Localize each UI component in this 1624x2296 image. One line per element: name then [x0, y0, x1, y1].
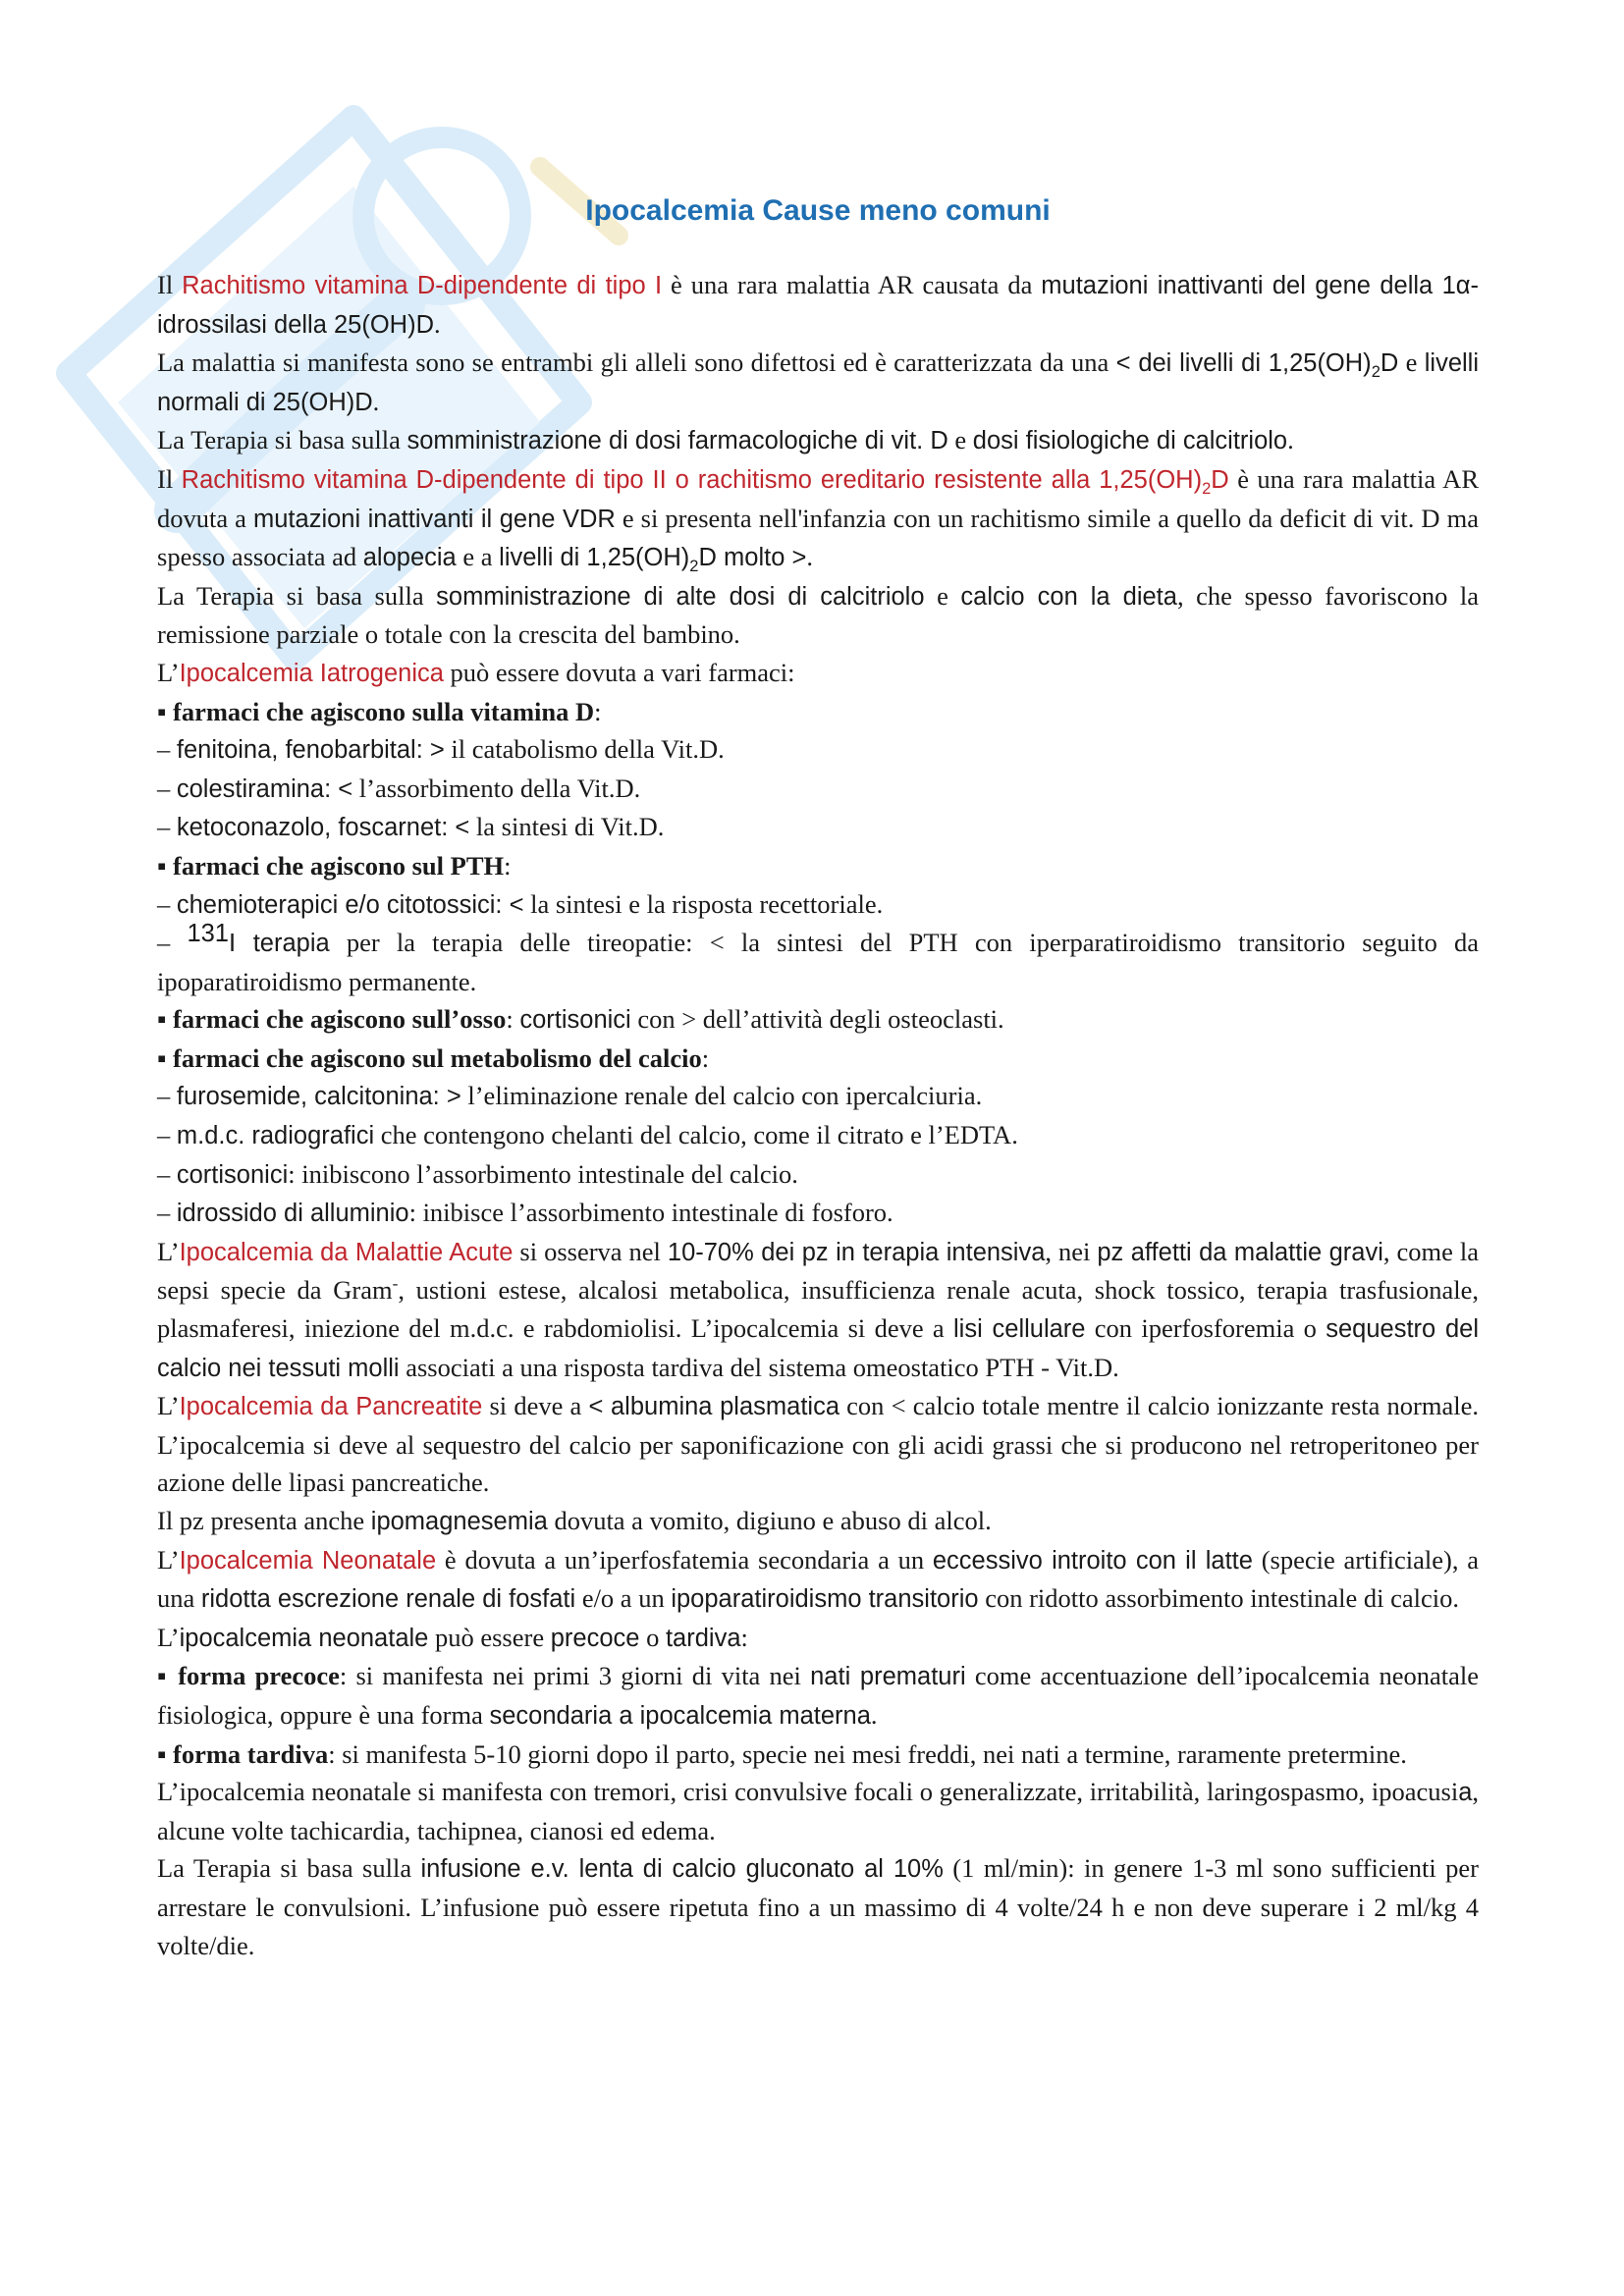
paragraph-rachitismo-tipo-2: [157, 460, 1479, 577]
text: , che spesso favoriscono la remissione parziale o totale con la crescita del bambino.: [157, 580, 1479, 650]
text: è una rara malattia AR causata da: [662, 270, 1042, 299]
list-item: – chemioterapici e/o citotossici: < la sintesi e la risposta recettoriale.: [157, 888, 884, 919]
paragraph-neonatale-tipi: L’ipocalcemia neonatale può essere precoce o tardiva:: [157, 1622, 748, 1652]
paragraph-ipomagnesemia: Il pz presenta anche ipomagnesemia dovuta a vomito, digiuno e abuso di alcol.: [157, 1506, 992, 1535]
key-phrase: dosi fisiologiche di calcitriolo: [972, 427, 1288, 455]
paragraph-forma-precoce: ▪ forma precoce: si manifesta nei primi 3 giorni di vita nei nati prematuri come accentuazione dell’ipocalcemia neonatale fisiologica, oppure è una forma secondaria a ipocalcemia materna.: [157, 1661, 1480, 1730]
key-phrase: somministrazione di dosi farmacologiche di vit. D: [406, 427, 948, 455]
list-item: – furosemide, calcitonina: > l’eliminazione renale del calcio con ipercalciuria.: [157, 1081, 983, 1111]
text: La Terapia si basa sulla: [157, 580, 437, 611]
key-phrase: calcio con la dieta: [960, 582, 1177, 611]
text: L’: [157, 657, 180, 687]
list-item: – ketoconazolo, foscarnet: < la sintesi di Vit.D.: [157, 812, 665, 842]
paragraph-iatrogenica: [157, 654, 1479, 693]
key-phrase: livelli di $1,25(OH)_2D$ molto >: [499, 544, 807, 576]
key-phrase: livelli normali di 25(OH)D: [157, 349, 1480, 416]
paragraph-sintomi: L’ipocalcemia neonatale si manifesta con tremori, crisi convulsive focali o generalizzate, irritabilità, laringospasmo, ipoacusia, alcune volte tachicardia, tachipnea, cianosi ed edema.: [157, 1777, 1479, 1845]
page-title: Ipocalcemia Cause meno comuni: [585, 194, 1051, 227]
paragraph-pancreatite: L’Ipocalcemia da Pancreatite si deve a < albumina plasmatica con < calcio totale mentre il calcio ionizzante resta normale. L’ipocalcemia si deve al sequestro del calcio per saponificazione con gli acidi grassi che si producono nel retroperitoneo per azione delle lipasi pancreatiche.: [157, 1391, 1480, 1498]
paragraph-malattia: [157, 344, 1479, 421]
paragraph-malattie-acute: L’Ipocalcemia da Malattie Acute si osserva nel 10-70% dei pz in terapia intensiva, nei pz affetti da malattie gravi, come la sepsi specie da Gram-, ustioni estese, alcalosi metabolica, insufficienza renale acuta, shock tossico, terapia trasfusionale, plasmaferesi, iniezione del m.d.c. e rabdomiolisi. L’ipocalcemia si deve a lisi cellulare con iperfosforemia o sequestro del calcio nei tessuti molli associati a una risposta tardiva del sistema omeostatico PTH - Vit.D.: [157, 1236, 1480, 1382]
highlight-term: Ipocalcemia da Pancreatite: [179, 1393, 483, 1421]
paragraph-neonatale: L’Ipocalcemia Neonatale è dovuta a un’iperfosfatemia secondaria a un eccessivo introito con il latte (specie artificiale), a una ridotta escrezione renale di fosfati e/o a un ipoparatiroidismo transitorio con ridotto assorbimento intestinale di calcio.: [157, 1544, 1479, 1614]
paragraph-rachitismo-tipo-1: [157, 266, 1479, 344]
text: Il: [157, 270, 183, 299]
text: e si presenta nell'infanzia con un rachitismo simile a quello da deficit di vit. D ma spesso associata ad: [157, 503, 1479, 572]
list-heading-vitamina-d: ▪ farmaci che agiscono sulla vitamina D:: [157, 696, 602, 726]
text: La Terapia si basa sulla: [157, 425, 407, 455]
text: .: [806, 542, 813, 572]
text: .: [1287, 425, 1294, 455]
highlight-term: Rachitismo vitamina D-dipendente di tipo II o rachitismo ereditario resistente alla $1,25(OH)_2D$: [181, 465, 1229, 499]
key-phrase: alopecia: [362, 544, 457, 572]
key-phrase: mutazioni inattivanti del gene della 1α-idrossilasi della 25(OH)D: [157, 272, 1479, 339]
highlight-term: Rachitismo vitamina D-dipendente di tipo I: [182, 272, 663, 299]
highlight-term: Ipocalcemia da Malattie Acute: [179, 1238, 514, 1266]
document-body: [157, 191, 1479, 1964]
text: La malattia si manifesta sono se entrambi gli alleli sono difettosi ed è caratterizzata da una: [157, 347, 1116, 378]
list-heading-metabolismo: ▪ farmaci che agiscono sul metabolismo del calcio:: [157, 1042, 710, 1073]
highlight-term: Ipocalcemia Neonatale: [179, 1546, 437, 1575]
text: .: [372, 386, 380, 416]
key-phrase: somministrazione di alte dosi di calcitriolo: [436, 582, 925, 611]
list-heading-osso: ▪ farmaci che agiscono sull’osso: cortisonici con > dell’attività degli osteoclasti.: [157, 1004, 1004, 1035]
list-item: – colestiramina: < l’assorbimento della Vit.D.: [157, 773, 641, 803]
paragraph-terapia-2: [157, 577, 1479, 654]
text: Il: [157, 463, 182, 494]
list-heading-pth: ▪ farmaci che agiscono sul PTH:: [157, 850, 512, 881]
key-phrase: < dei livelli di $1,25(OH)_2D$: [1115, 349, 1399, 382]
text: può essere dovuta a vari farmaci:: [443, 657, 795, 687]
paragraph-forma-tardiva: ▪ forma tardiva: si manifesta 5-10 giorni dopo il parto, specie nei mesi freddi, nei nati a termine, raramente pretermine.: [157, 1738, 1407, 1769]
list-item: – m.d.c. radiografici che contengono chelanti del calcio, come il citrato e l’EDTA.: [157, 1120, 1018, 1150]
text: è una rara malattia AR dovuta a: [157, 463, 1479, 533]
paragraph-terapia-neonatale: La Terapia si basa sulla infusione e.v. lenta di calcio gluconato al 10% (1 ml/min): in genere 1-3 ml sono sufficienti per arrestare le convulsioni. L’infusione può essere ripetuta fino a un massimo di 4 volte/24 h e non deve superare i 2 ml/kg 4 volte/die.: [157, 1853, 1479, 1960]
list-item: – cortisonici: inibiscono l’assorbimento intestinale del calcio.: [157, 1158, 798, 1189]
highlight-term: Ipocalcemia Iatrogenica: [179, 659, 444, 687]
text: e: [924, 580, 961, 611]
text: e: [1398, 347, 1425, 378]
list-item: – $^{131}$I terapia per la terapia delle tireopatie: < la sintesi del PTH con iperparatiroidismo transitorio seguito da ipoparatiroidismo permanente.: [157, 920, 1480, 996]
key-phrase: mutazioni inattivanti il gene VDR: [253, 505, 616, 533]
text: e a: [456, 542, 500, 572]
text: e: [947, 425, 973, 455]
list-item: – idrossido di alluminio: inibisce l’assorbimento intestinale di fosforo.: [157, 1198, 893, 1228]
list-item: – fenitoina, fenobarbital: > il catabolismo della Vit.D.: [157, 734, 725, 765]
text: .: [434, 308, 441, 339]
paragraph-terapia-1: [157, 421, 1479, 460]
